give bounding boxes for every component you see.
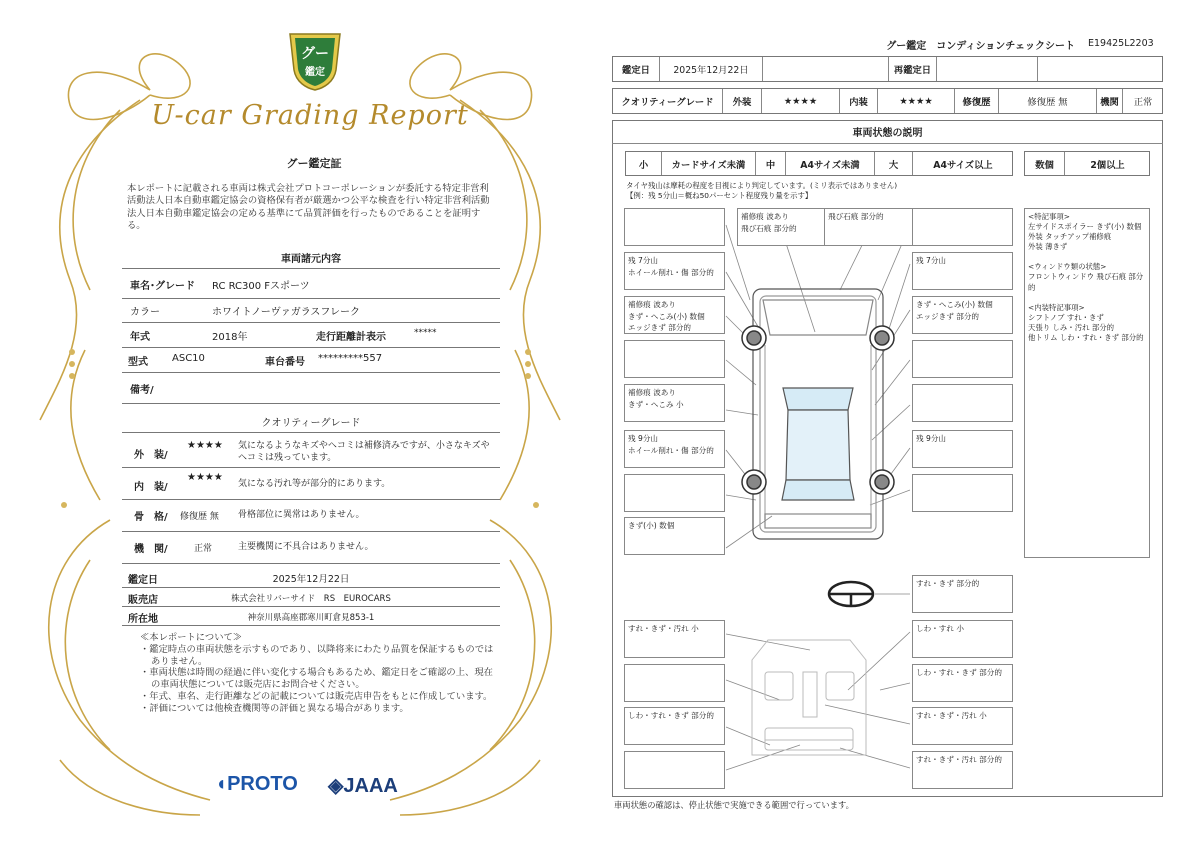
- exterior-stars: ★★★★: [762, 89, 840, 113]
- quality-section-title: クオリティーグレード: [261, 418, 361, 429]
- engine-value: 正常: [194, 544, 213, 554]
- special-note-line: [1028, 293, 1146, 303]
- sheet-title: グー鑑定 コンディションチェックシート: [886, 41, 1075, 52]
- special-note-line: 左サイドスポイラー きず(小) 数個: [1028, 222, 1142, 232]
- dealer-value: 株式会社リバーサイド RS EUROCARS: [231, 594, 391, 604]
- interior-comment-left: すれ・きず・汚れ 小: [624, 620, 725, 658]
- chassis-label: 車台番号: [265, 357, 305, 368]
- jaaa-logo: [328, 773, 398, 798]
- note-item: ・年式、車名、走行距離などの記載については販売店申告をもとに作成しています。: [140, 690, 493, 702]
- sheet-id: E19425L2203: [1088, 38, 1154, 49]
- jaaa-logo-text: JAAA: [343, 775, 398, 797]
- exterior-comment-left: 残 9分山 ホイール削れ・傷 部分的: [624, 430, 725, 468]
- spec-row-remarks: [122, 381, 500, 401]
- jaaa-mark-icon: ◈: [328, 775, 344, 797]
- grade-label: クオリティーグレード: [613, 89, 723, 113]
- proto-mark-icon: ◖: [215, 773, 228, 795]
- exterior-comment-right: [912, 474, 1013, 512]
- interior-comment-left: しわ・すれ・きず 部分的: [624, 707, 725, 745]
- badge-top-text: グー: [301, 45, 329, 61]
- large-label: 大: [875, 152, 913, 175]
- exterior-desc: 気になるようなキズやヘコミは補修済みですが、小さなキズやヘコミは残っています。: [238, 441, 490, 463]
- tire-note-2: 【例：残 5分山＝概ね50パーセント程度残り量を示す】: [626, 191, 813, 200]
- certificate-heading: グー鑑定証: [286, 157, 342, 170]
- chassis-value: *********557: [318, 353, 383, 364]
- model-label: 型式: [128, 357, 148, 368]
- engine-value: 正常: [1133, 97, 1153, 108]
- year-value: 2018年: [212, 332, 248, 343]
- exterior-comment-right: きず・へこみ(小) 数個 エッジきず 部分的: [912, 296, 1013, 334]
- repair-label: 修復歴: [955, 89, 999, 113]
- exterior-comment-right: [912, 384, 1013, 422]
- interior-label: 内装: [840, 89, 878, 113]
- exterior-comment-left: [624, 474, 725, 512]
- exterior-comment-left: 補修痕 波あり きず・へこみ(小) 数個 エッジきず 部分的: [624, 296, 725, 334]
- divider: [122, 531, 500, 532]
- spec-row-name: [122, 277, 500, 297]
- note-item: ・車両状態は時間の経過に伴い変化する場合もあるため、鑑定日をご確認の上、現在の車両状態については販売店にお問合せください。: [140, 667, 493, 691]
- badge-bottom-text: 鑑定: [305, 67, 325, 78]
- divider: [122, 298, 500, 299]
- exterior-comment-left: 補修痕 波あり きず・へこみ 小: [624, 384, 725, 422]
- spec-row-color: [122, 303, 500, 323]
- exterior-comment-left: [624, 340, 725, 378]
- name-label: 車名･グレード: [130, 281, 195, 292]
- special-notes-panel: [1024, 208, 1150, 558]
- small-label: 小: [626, 152, 662, 175]
- note-item: ・評価については他検査機関等の評価と異なる場合があります。: [140, 702, 409, 714]
- frame-value: 修復歴 無: [180, 512, 219, 522]
- exterior-comment-right: [912, 340, 1013, 378]
- interior-desc: 気になる汚れ等が部分的にあります。: [238, 479, 391, 489]
- explain-title: 車両状態の説明: [612, 120, 1163, 144]
- interior-comment-right: すれ・きず 部分的: [912, 575, 1013, 613]
- divider: [122, 372, 500, 373]
- special-note-line: <内装特記事項>: [1028, 302, 1085, 312]
- quality-row-interior: [122, 472, 500, 496]
- spec-row-model: [122, 353, 500, 373]
- exterior-comment-left: きず(小) 数個: [624, 517, 725, 555]
- divider: [122, 322, 500, 323]
- divider: [122, 432, 500, 433]
- special-note-line: シフトノブ すれ・きず: [1028, 312, 1104, 322]
- note-item: ・鑑定時点の車両状態を示すものであり、以降将来にわたり品質を保証するものではありません。: [140, 643, 494, 667]
- repair-value: 修復歴 無: [999, 89, 1097, 113]
- divider: [122, 625, 500, 626]
- color-value: ホワイトノーヴァガラスフレーク: [212, 307, 360, 318]
- spec-row-year: [122, 328, 500, 348]
- interior-comment-right: すれ・きず・汚れ 小: [912, 707, 1013, 745]
- report-notes: [140, 632, 495, 715]
- quality-row-exterior: [122, 438, 500, 466]
- condition-check-sheet: [600, 0, 1200, 848]
- color-label: カラー: [130, 307, 160, 318]
- remarks-label: 備考/: [130, 385, 154, 396]
- special-note-line: 他トリム しわ・すれ・きず 部分的: [1028, 332, 1144, 342]
- exterior-comment-left: 残 7分山 ホイール削れ・傷 部分的: [624, 252, 725, 290]
- tire-note-1: タイヤ残山は摩耗の程度を目視により判定しています。(ミリ表示ではありません): [626, 181, 898, 190]
- frame-desc: 骨格部位に異常はありません。: [238, 510, 365, 520]
- goo-kantei-badge: [286, 28, 344, 92]
- date-label: 鑑定日: [613, 57, 660, 81]
- engine-label: 機関: [1097, 89, 1123, 113]
- date-label: 鑑定日: [128, 575, 158, 586]
- spec-section-title: 車両諸元内容: [281, 254, 341, 265]
- interior-comment-right: すれ・きず・汚れ 部分的: [912, 751, 1013, 789]
- divider: [122, 403, 500, 404]
- divider: [122, 467, 500, 468]
- medium-desc: A4サイズ未満: [786, 152, 875, 175]
- mileage-value: *****: [414, 328, 437, 338]
- small-desc: カードサイズ未満: [662, 152, 756, 175]
- interior-stars: ★★★★: [187, 472, 223, 483]
- special-note-line: [1028, 252, 1146, 262]
- special-note-line: 天張り しみ・汚れ 部分的: [1028, 322, 1114, 332]
- year-label: 年式: [130, 332, 150, 343]
- interior-comment-right: しわ・すれ・きず 部分的: [912, 664, 1013, 702]
- model-value: ASC10: [172, 353, 205, 364]
- special-note-line: フロントウィンドウ 飛び石痕 部分的: [1028, 272, 1144, 292]
- interior-comment-right: しわ・すれ 小: [912, 620, 1013, 658]
- quality-row-engine: [122, 540, 500, 560]
- date-value: 2025年12月22日: [660, 57, 763, 81]
- special-note-line: <特記事項>: [1028, 212, 1070, 221]
- address-value: 神奈川県高座郡寒川町倉見853-1: [247, 613, 375, 623]
- exterior-comment-right: 残 9分山: [912, 430, 1013, 468]
- count-desc: 2個以上: [1090, 159, 1125, 171]
- sheet-footer: 車両状態の確認は、停止状態で実施できる範囲で行っています。: [614, 800, 854, 810]
- date-value: 2025年12月22日: [272, 574, 350, 585]
- certificate-intro: 本レポートに記載される車両は株式会社プロトコーポレーションが委託する特定非営利活動法人日本自動車鑑定協会の資格保有者が厳選かつ公平な検査を行い特定非営利活動法人日本自動車鑑定協会の定める基準にて品質評価を行ったものであることを証明する。: [127, 183, 490, 231]
- divider: [122, 347, 500, 348]
- divider: [122, 563, 500, 564]
- script-title: U-car Grading Report: [151, 100, 469, 131]
- exterior-label: 外 装/: [134, 450, 168, 461]
- divider: [122, 268, 500, 269]
- address-label: 所在地: [128, 614, 158, 625]
- steering-wheel-icon: [829, 582, 873, 606]
- exterior-label: 外装: [723, 89, 762, 113]
- divider: [122, 499, 500, 500]
- divider: [122, 587, 500, 588]
- proto-logo-text: PROTO: [227, 773, 298, 795]
- exterior-comment-left: [624, 208, 725, 246]
- exterior-comment-top: 補修痕 波あり 飛び石痕 部分的: [737, 208, 838, 246]
- divider: [122, 606, 500, 607]
- interior-comment-left: [624, 751, 725, 789]
- name-value: RC RC300 Fスポーツ: [212, 281, 310, 292]
- frame-label: 骨 格/: [134, 512, 168, 523]
- count-label: 数個: [1025, 152, 1065, 175]
- notes-title: ≪本レポートについて≫: [140, 632, 243, 643]
- engine-label: 機 関/: [134, 544, 168, 555]
- exterior-comment-right: [912, 208, 1013, 246]
- engine-desc: 主要機関に不具合はありません。: [238, 542, 374, 552]
- proto-logo: [215, 773, 298, 796]
- dealer-label: 販売店: [128, 595, 158, 606]
- interior-stars: ★★★★: [878, 89, 955, 113]
- exterior-stars: ★★★★: [187, 440, 223, 451]
- exterior-comment-top: 飛び石痕 部分的: [824, 208, 925, 246]
- exterior-comment-right: 残 7分山: [912, 252, 1013, 290]
- reinspect-label: 再鑑定日: [889, 57, 937, 81]
- interior-label: 内 装/: [134, 482, 168, 493]
- medium-label: 中: [756, 152, 786, 175]
- special-note-line: 外装 薄きず: [1028, 242, 1068, 252]
- mileage-label: 走行距離計表示: [316, 332, 386, 343]
- large-desc: A4サイズ以上: [933, 159, 993, 171]
- special-note-line: <ウィンドウ類の状態>: [1028, 262, 1107, 272]
- interior-comment-left: [624, 664, 725, 702]
- special-note-line: 外装 タッチアップ補修痕: [1028, 232, 1112, 242]
- quality-row-frame: [122, 508, 500, 528]
